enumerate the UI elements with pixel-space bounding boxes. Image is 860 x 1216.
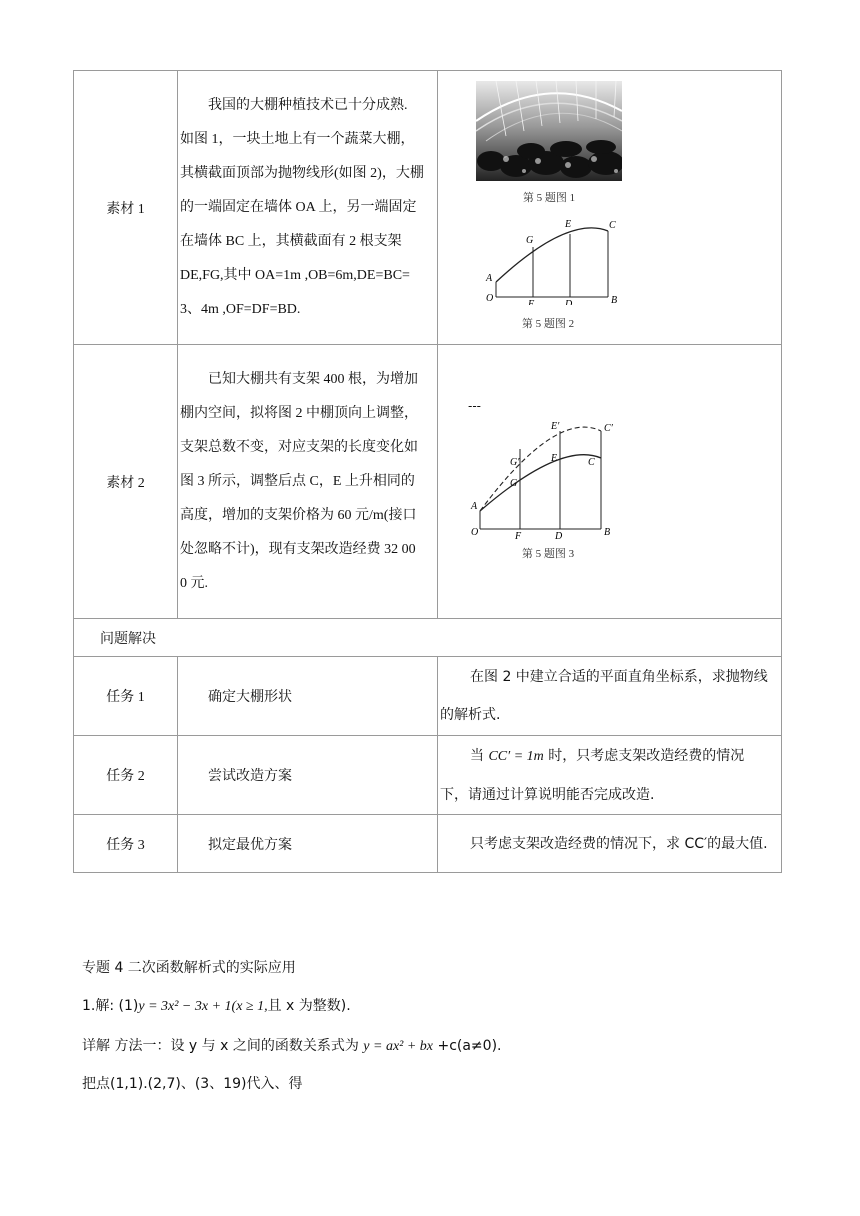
material2-line-2: 棚内空间，拟将图 2 中棚顶向上调整， bbox=[180, 405, 418, 421]
greenhouse-photo bbox=[476, 81, 622, 181]
material2-line-4: 图 3 所示，调整后点 C，E 上升相同的 bbox=[180, 473, 415, 489]
fig3-label-E: E bbox=[551, 453, 558, 464]
task2-row bbox=[74, 736, 782, 815]
fig3-label-C1: C′ bbox=[604, 423, 613, 434]
material1-line-7: 3、4m ,OF=DF=BD. bbox=[180, 301, 301, 317]
fig3-diagram bbox=[466, 421, 636, 539]
task1-row bbox=[74, 657, 782, 736]
problem-header: 问题解决 bbox=[74, 619, 782, 657]
material1-line-1: 我国的大棚种植技术已十分成熟. bbox=[208, 97, 408, 113]
fig3-label-A: A bbox=[471, 501, 478, 512]
fig2-label-D: D bbox=[565, 299, 573, 305]
fig3-caption: 第 5 题图 3 bbox=[521, 548, 575, 560]
fig3-label-C: C bbox=[588, 457, 595, 468]
fig2-label-F: F bbox=[528, 299, 535, 305]
task2-label: 任务 2 bbox=[74, 736, 178, 815]
fig2-label-E: E bbox=[565, 219, 572, 230]
solution-line-3: 把点(1,1).(2,7)、(3、19)代入、得 bbox=[82, 1076, 303, 1092]
task3-name: 拟定最优方案 bbox=[178, 815, 438, 873]
fig3-label-G1: G′ bbox=[510, 457, 520, 468]
material2-label: 素材 2 bbox=[74, 345, 178, 619]
material1-figures bbox=[438, 71, 782, 345]
material2-figures bbox=[438, 345, 782, 619]
problem-header-row bbox=[74, 619, 782, 657]
material1-line-3: 其横截面顶部为抛物线形(如图 2)，大棚 bbox=[180, 165, 424, 181]
material1-text bbox=[178, 71, 438, 345]
fig3-label-G: G bbox=[510, 478, 518, 489]
task3-desc bbox=[438, 815, 782, 873]
fig2-diagram bbox=[478, 215, 628, 305]
problem-table bbox=[73, 70, 782, 873]
solution-line1-post: 且 x 为整数). bbox=[267, 998, 351, 1014]
material1-line-5: 在墙体 BC 上，其横截面有 2 根支架 bbox=[180, 233, 402, 249]
task2-desc-line1 bbox=[440, 737, 779, 776]
material1-line-2: 如图 1，一块土地上有一个蔬菜大棚， bbox=[180, 131, 415, 147]
fig3-label-F: F bbox=[515, 531, 522, 539]
task1-label: 任务 1 bbox=[74, 657, 178, 736]
material1-line-6: DE,FG,其中 OA=1m ,OB=6m,DE=BC= bbox=[180, 267, 410, 283]
solution-title: 专题 4 二次函数解析式的实际应用 bbox=[82, 960, 296, 976]
fig3-label-B: B bbox=[604, 527, 611, 538]
solution-line2-post: +c(a≠0). bbox=[433, 1038, 502, 1054]
solution-line-1 bbox=[82, 996, 351, 1017]
solution-line2-pre: 详解 方法一：设 y 与 x 之间的函数关系式为 bbox=[82, 1038, 364, 1054]
task3-desc-line1: 只考虑支架改造经费的情况下，求 CC′的最大值. bbox=[470, 835, 768, 852]
material2-line-6: 处忽略不计)，现有支架改造经费 32 00 bbox=[180, 541, 416, 557]
fig2-caption: 第 5 题图 2 bbox=[521, 318, 575, 330]
material2-line-1: 已知大棚共有支架 400 根，为增加 bbox=[208, 371, 418, 387]
material2-line-3: 支架总数不变，对应支架的长度变化如 bbox=[180, 439, 418, 455]
task2-desc-pre: 当 bbox=[470, 747, 489, 764]
task2-desc-line2: 下，请通过计算说明能否完成改造. bbox=[440, 786, 655, 803]
task1-name: 确定大棚形状 bbox=[178, 657, 438, 736]
task1-desc bbox=[438, 657, 782, 736]
material1-line-4: 的一端固定在墙体 OA 上，另一端固定 bbox=[180, 199, 417, 215]
task2-desc bbox=[438, 736, 782, 815]
task2-desc-post: 时，只考虑支架改造经费的情况 bbox=[543, 747, 745, 764]
material1-label: 素材 1 bbox=[74, 71, 178, 345]
fig2-label-C: C bbox=[609, 220, 616, 231]
fig1-caption: 第 5 题图 1 bbox=[522, 192, 576, 204]
fig3-label-O: O bbox=[471, 527, 479, 538]
dashes-text: --- bbox=[468, 399, 481, 413]
fig3-label-E1: E′ bbox=[551, 421, 560, 432]
material2-line-5: 高度，增加的支架价格为 60 元/m(接口 bbox=[180, 507, 417, 523]
material2-row bbox=[74, 345, 782, 619]
task1-desc-line2: 的解析式. bbox=[440, 707, 501, 723]
solution-line1-pre: 1.解: (1) bbox=[82, 998, 139, 1014]
task3-row bbox=[74, 815, 782, 873]
fig2-label-A: A bbox=[486, 273, 493, 284]
fig3-label-D: D bbox=[555, 531, 563, 539]
material1-row bbox=[74, 71, 782, 345]
task3-label: 任务 3 bbox=[74, 815, 178, 873]
solution-line1-math: y = 3x² − 3x + 1(x ≥ 1, bbox=[138, 999, 268, 1014]
task2-name: 尝试改造方案 bbox=[178, 736, 438, 815]
fig2-label-O: O bbox=[486, 293, 494, 304]
solution-line2-math: y = ax² + bx bbox=[363, 1039, 434, 1054]
material2-line-7: 0 元. bbox=[180, 575, 208, 591]
solution-line-2 bbox=[82, 1036, 501, 1057]
material2-text bbox=[178, 345, 438, 619]
task1-desc-line1: 在图 2 中建立合适的平面直角坐标系，求抛物线 bbox=[470, 669, 768, 685]
task2-desc-math: CC′ = 1m bbox=[488, 748, 544, 764]
fig2-label-B: B bbox=[611, 295, 618, 305]
fig2-label-G: G bbox=[526, 235, 534, 246]
